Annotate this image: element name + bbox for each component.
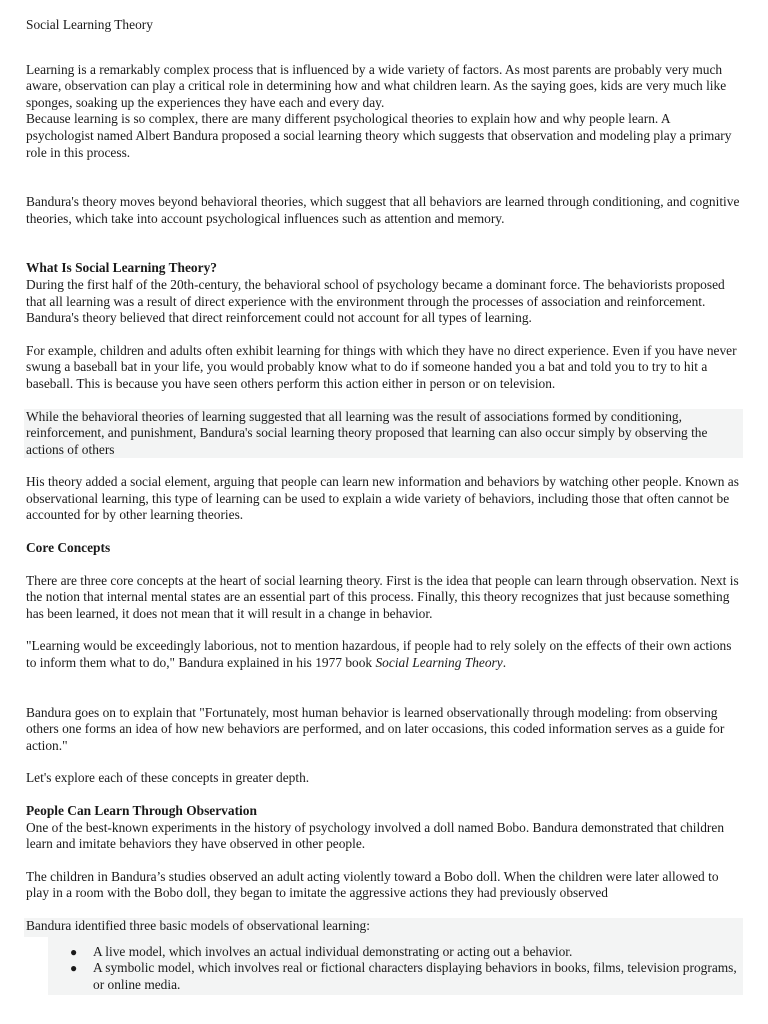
book-title: Social Learning Theory — [375, 655, 503, 671]
list-item-text: A symbolic model, which involves real or fictional characters displaying behaviors in books, films, television programs, or online media. — [93, 960, 737, 992]
list-item — [70, 943, 743, 961]
bullet-icon: ● — [70, 944, 78, 959]
models-list-container — [48, 937, 743, 996]
intro-paragraph-2: Because learning is so complex, there are many different psychological theories to explain how and why people learn. A psychologist named Albert Bandura proposed a social learning theory which suggests that observation and modeling play a primary role in this process. — [26, 111, 732, 160]
section2-paragraph-3: Bandura goes on to explain that "Fortunately, most human behavior is learned observationally through modeling: from observing others one forms an idea of how new behaviors are performed, and on later occasions, this coded information serves as a guide for action." — [26, 704, 725, 753]
section2-paragraph-4: Let's explore each of these concepts in greater depth. — [26, 770, 310, 786]
section1-paragraph-4: His theory added a social element, arguing that people can learn new information and behaviors by watching other people. Known as observational learning, this type of learning can be used to explain a wide variety of behaviors, including those that often cannot be accounted for by other learning theories. — [26, 474, 739, 523]
section1-paragraph-3: While the behavioral theories of learning suggested that all learning was the result of associations formed by conditioning, reinforcement, and punishment, Bandura's social learning theory proposed that learning can also occur simply by observing the actions of others — [24, 409, 743, 459]
section3-paragraph-1: One of the best-known experiments in the history of psychology involved a doll named Bobo. Bandura demonstrated that children learn and imitate behaviors they have observed in other people. — [26, 819, 725, 852]
section-heading-what-is: What Is Social Learning Theory? — [26, 260, 217, 276]
section-heading-observation: People Can Learn Through Observation — [26, 803, 257, 818]
document-page — [26, 17, 740, 995]
document-title: Social Learning Theory — [26, 17, 153, 32]
intro-paragraph-3: Bandura's theory moves beyond behavioral theories, which suggest that all behaviors are learned through conditioning, and cognitive theories, which take into account psychological influences such as attention and memory. — [26, 194, 740, 226]
section3-paragraph-3: Bandura identified three basic models of observational learning: — [24, 918, 743, 937]
intro-paragraph-1: Learning is a remarkably complex process that is influenced by a wide variety of factors. As most parents are probably very much aware, observation can play a critical role in determining how and what children learn. As the saying goes, kids are very much like sponges, soaking up the experiences they have each and every day. — [26, 61, 727, 110]
section-heading-core-concepts: Core Concepts — [26, 540, 111, 556]
section2-quote-text: "Learning would be exceedingly laborious, not to mention hazardous, if people had to rely solely on the effects of their own actions to inform them what to do," Bandura explained in his 1977 book — [26, 638, 732, 671]
list-item-text: A live model, which involves an actual individual demonstrating or acting out a behavior. — [93, 943, 573, 959]
quote-end: . — [502, 655, 507, 671]
models-list — [48, 944, 743, 994]
section3-paragraph-2: The children in Bandura’s studies observed an adult acting violently toward a Bobo doll. When the children were later allowed to play in a room with the Bobo doll, they began to imitate the aggressive actions they had previously observed — [26, 868, 719, 901]
section2-quote-paragraph — [26, 638, 740, 671]
bullet-icon: ● — [70, 961, 78, 976]
section1-paragraph-2: For example, children and adults often exhibit learning for things with which they have no direct experience. Even if you have never swung a baseball bat in your life, you would probably know what to do if someone handed you a bat and told you to try to hit a baseball. This is because you have seen others perform this action either in person or on television. — [26, 342, 737, 391]
section1-paragraph-1: During the first half of the 20th-century, the behavioral school of psychology became a dominant force. The behaviorists proposed that all learning was a result of direct experience with the environment through the processes of association and reinforcement. Bandura's theory believed that direct reinforcement could not account for all types of learning. — [26, 276, 725, 326]
section2-paragraph-1: There are three core concepts at the heart of social learning theory. First is the idea that people can learn through observation. Next is the notion that internal mental states are an essential part of this process. Finally, this theory recognizes that just because something has been learned, it does not mean that it will result in a change in behavior. — [26, 572, 739, 621]
list-item — [70, 960, 743, 993]
